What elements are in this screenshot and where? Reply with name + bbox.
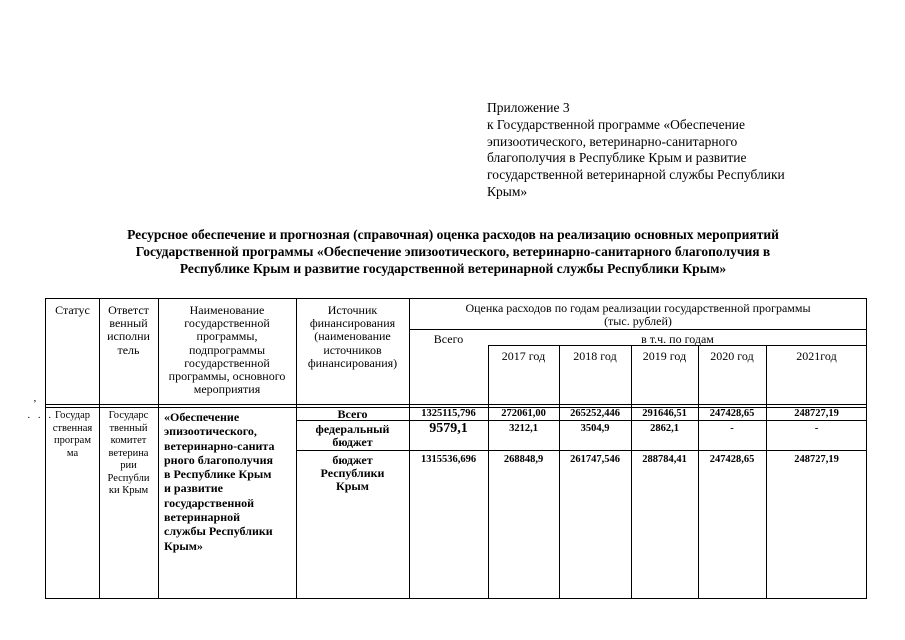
- heading-line: Ресурсное обеспечение и прогнозная (справочная) оценка расходов на реализацию основных мероприятий: [127, 227, 779, 242]
- cell-text: Республи: [107, 472, 150, 484]
- annex-title: Приложение 3: [487, 100, 570, 115]
- header-estimate: [409, 302, 867, 328]
- funding-year-value: 268848,9: [503, 454, 544, 465]
- header-text: 2020 год: [710, 349, 754, 363]
- header-text: в т.ч. по годам: [641, 332, 714, 346]
- header-text: исполни: [107, 329, 150, 344]
- header-by-years: [488, 333, 867, 346]
- cell-text: Государс: [108, 410, 149, 421]
- grid-line: [46, 404, 867, 405]
- header-text: (тыс. рублей): [604, 314, 672, 329]
- annex-line: Крым»: [487, 183, 528, 199]
- header-text: Статус: [55, 303, 90, 317]
- header-text: Ответст: [108, 303, 149, 317]
- header-text: Всего: [433, 332, 464, 346]
- header-year: [559, 350, 631, 363]
- funding-year-value: -: [730, 423, 734, 434]
- funding-source: [296, 408, 409, 421]
- header-text: венный: [109, 316, 148, 331]
- cell-text: Республики: [320, 466, 385, 481]
- cell-text: Крым: [336, 479, 369, 494]
- header-year: [698, 350, 766, 363]
- document-heading: [40, 226, 866, 277]
- cell-text: ветеринарной: [164, 510, 241, 525]
- row-executor: [99, 410, 158, 498]
- cell-text: ственная: [52, 422, 93, 434]
- header-text: 2017 год: [501, 349, 546, 363]
- cell-text: рного благополучия: [164, 452, 273, 467]
- cell-text: службы Республики: [164, 524, 273, 539]
- cell-text: Крым»: [164, 538, 203, 553]
- header-text: финансирования): [307, 355, 398, 370]
- funding-year-value: 291646,51: [642, 408, 687, 419]
- annex-line: благополучия в Республике Крым и развитие: [487, 150, 747, 166]
- funding-year-value: 265252,446: [570, 408, 620, 419]
- funding-source: [296, 423, 409, 449]
- funding-total: 1325115,796: [421, 408, 476, 419]
- scan-mark: ʼ: [33, 398, 37, 410]
- header-text: 2018 год: [573, 349, 617, 363]
- grid-line: [409, 329, 867, 330]
- row-status: [46, 410, 99, 460]
- header-text: программы,: [196, 329, 258, 344]
- cell-text: эпизоотического,: [164, 424, 257, 439]
- heading-line: Республике Крым и развитие государственной ветеринарной службы Республики Крым»: [179, 261, 727, 276]
- header-year: [488, 350, 559, 363]
- header-total: [409, 333, 488, 346]
- grid-line: [766, 346, 767, 598]
- cell-text: ветерина: [108, 447, 149, 459]
- cell-text: и развитие: [164, 481, 223, 496]
- grid-line: [631, 346, 632, 598]
- heading-line: Государственной программы «Обеспечение эпизоотического, ветеринарно-санитарного благополучия в: [135, 244, 771, 259]
- scan-mark: · · ·: [27, 412, 54, 424]
- funding-year-value: 3504,9: [580, 423, 610, 434]
- funding-source: [296, 454, 409, 494]
- header-status: [46, 304, 99, 317]
- annex-header: [487, 100, 847, 201]
- cell-text: ма: [66, 447, 79, 459]
- cell-text: федеральный: [315, 422, 390, 436]
- funding-year-value: 272061,00: [501, 408, 546, 419]
- funding-year-value: 261747,546: [570, 454, 620, 465]
- cell-text: бюджет: [332, 453, 373, 467]
- header-text: мероприятия: [193, 382, 261, 397]
- header-text: Источник: [327, 303, 378, 317]
- cell-text: рии: [120, 460, 137, 471]
- cell-text: Всего: [337, 407, 368, 421]
- annex-line: эпизоотического, ветеринарно-санитарного: [487, 133, 738, 149]
- funding-year-value: -: [814, 423, 819, 434]
- funding-year-value: 247428,65: [709, 408, 755, 419]
- cell-text: Государ: [54, 410, 91, 421]
- funding-year-value: 2862,1: [650, 423, 679, 434]
- header-name: [158, 304, 296, 396]
- header-text: тель: [117, 342, 140, 357]
- header-text: государственной: [184, 355, 270, 370]
- header-year: [766, 350, 867, 363]
- header-source: [296, 304, 409, 370]
- cell-text: «Обеспечение: [164, 410, 240, 424]
- funding-year-value: 288784,41: [642, 454, 687, 465]
- header-text: (наименование: [314, 329, 391, 344]
- annex-line: к Государственной программе «Обеспечение: [487, 116, 746, 132]
- header-text: Оценка расходов по годам реализации государственной программы: [465, 301, 811, 315]
- header-text: программы, основного: [168, 369, 286, 384]
- header-text: 2019 год: [642, 349, 687, 363]
- header-text: 2021год: [796, 349, 837, 363]
- header-text: источников: [323, 342, 382, 357]
- cell-text: ки Крым: [108, 485, 149, 496]
- cell-text: твенный: [109, 422, 148, 434]
- row-program-name: [164, 410, 294, 553]
- cell-text: в Республике Крым: [164, 467, 272, 482]
- cell-text: комитет: [110, 435, 147, 446]
- header-text: государственной: [184, 316, 270, 331]
- cell-text: государственной: [164, 495, 255, 510]
- funding-year-value: 248727,19: [794, 408, 839, 419]
- funding-year-value: 3212,1: [509, 423, 538, 434]
- grid-line: [296, 450, 867, 451]
- grid-line: [559, 346, 560, 598]
- funding-year-value: 248727,19: [794, 454, 839, 465]
- grid-line: [488, 346, 489, 598]
- funding-total: 9579,1: [429, 421, 468, 436]
- header-text: подпрограммы: [188, 342, 266, 357]
- resource-table: [45, 298, 867, 599]
- cell-text: бюджет: [332, 435, 373, 450]
- grid-line: [698, 346, 699, 598]
- header-text: Наименование: [189, 303, 265, 317]
- header-text: финансирования: [309, 316, 396, 331]
- cell-text: програм: [54, 435, 91, 446]
- cell-text: ветеринарно-санита: [164, 438, 275, 453]
- annex-line: государственной ветеринарной службы Республики: [487, 167, 785, 183]
- header-executor: [99, 304, 158, 357]
- header-year: [631, 350, 698, 363]
- funding-total: 1315536,696: [420, 454, 477, 465]
- funding-year-value: 247428,65: [709, 454, 755, 465]
